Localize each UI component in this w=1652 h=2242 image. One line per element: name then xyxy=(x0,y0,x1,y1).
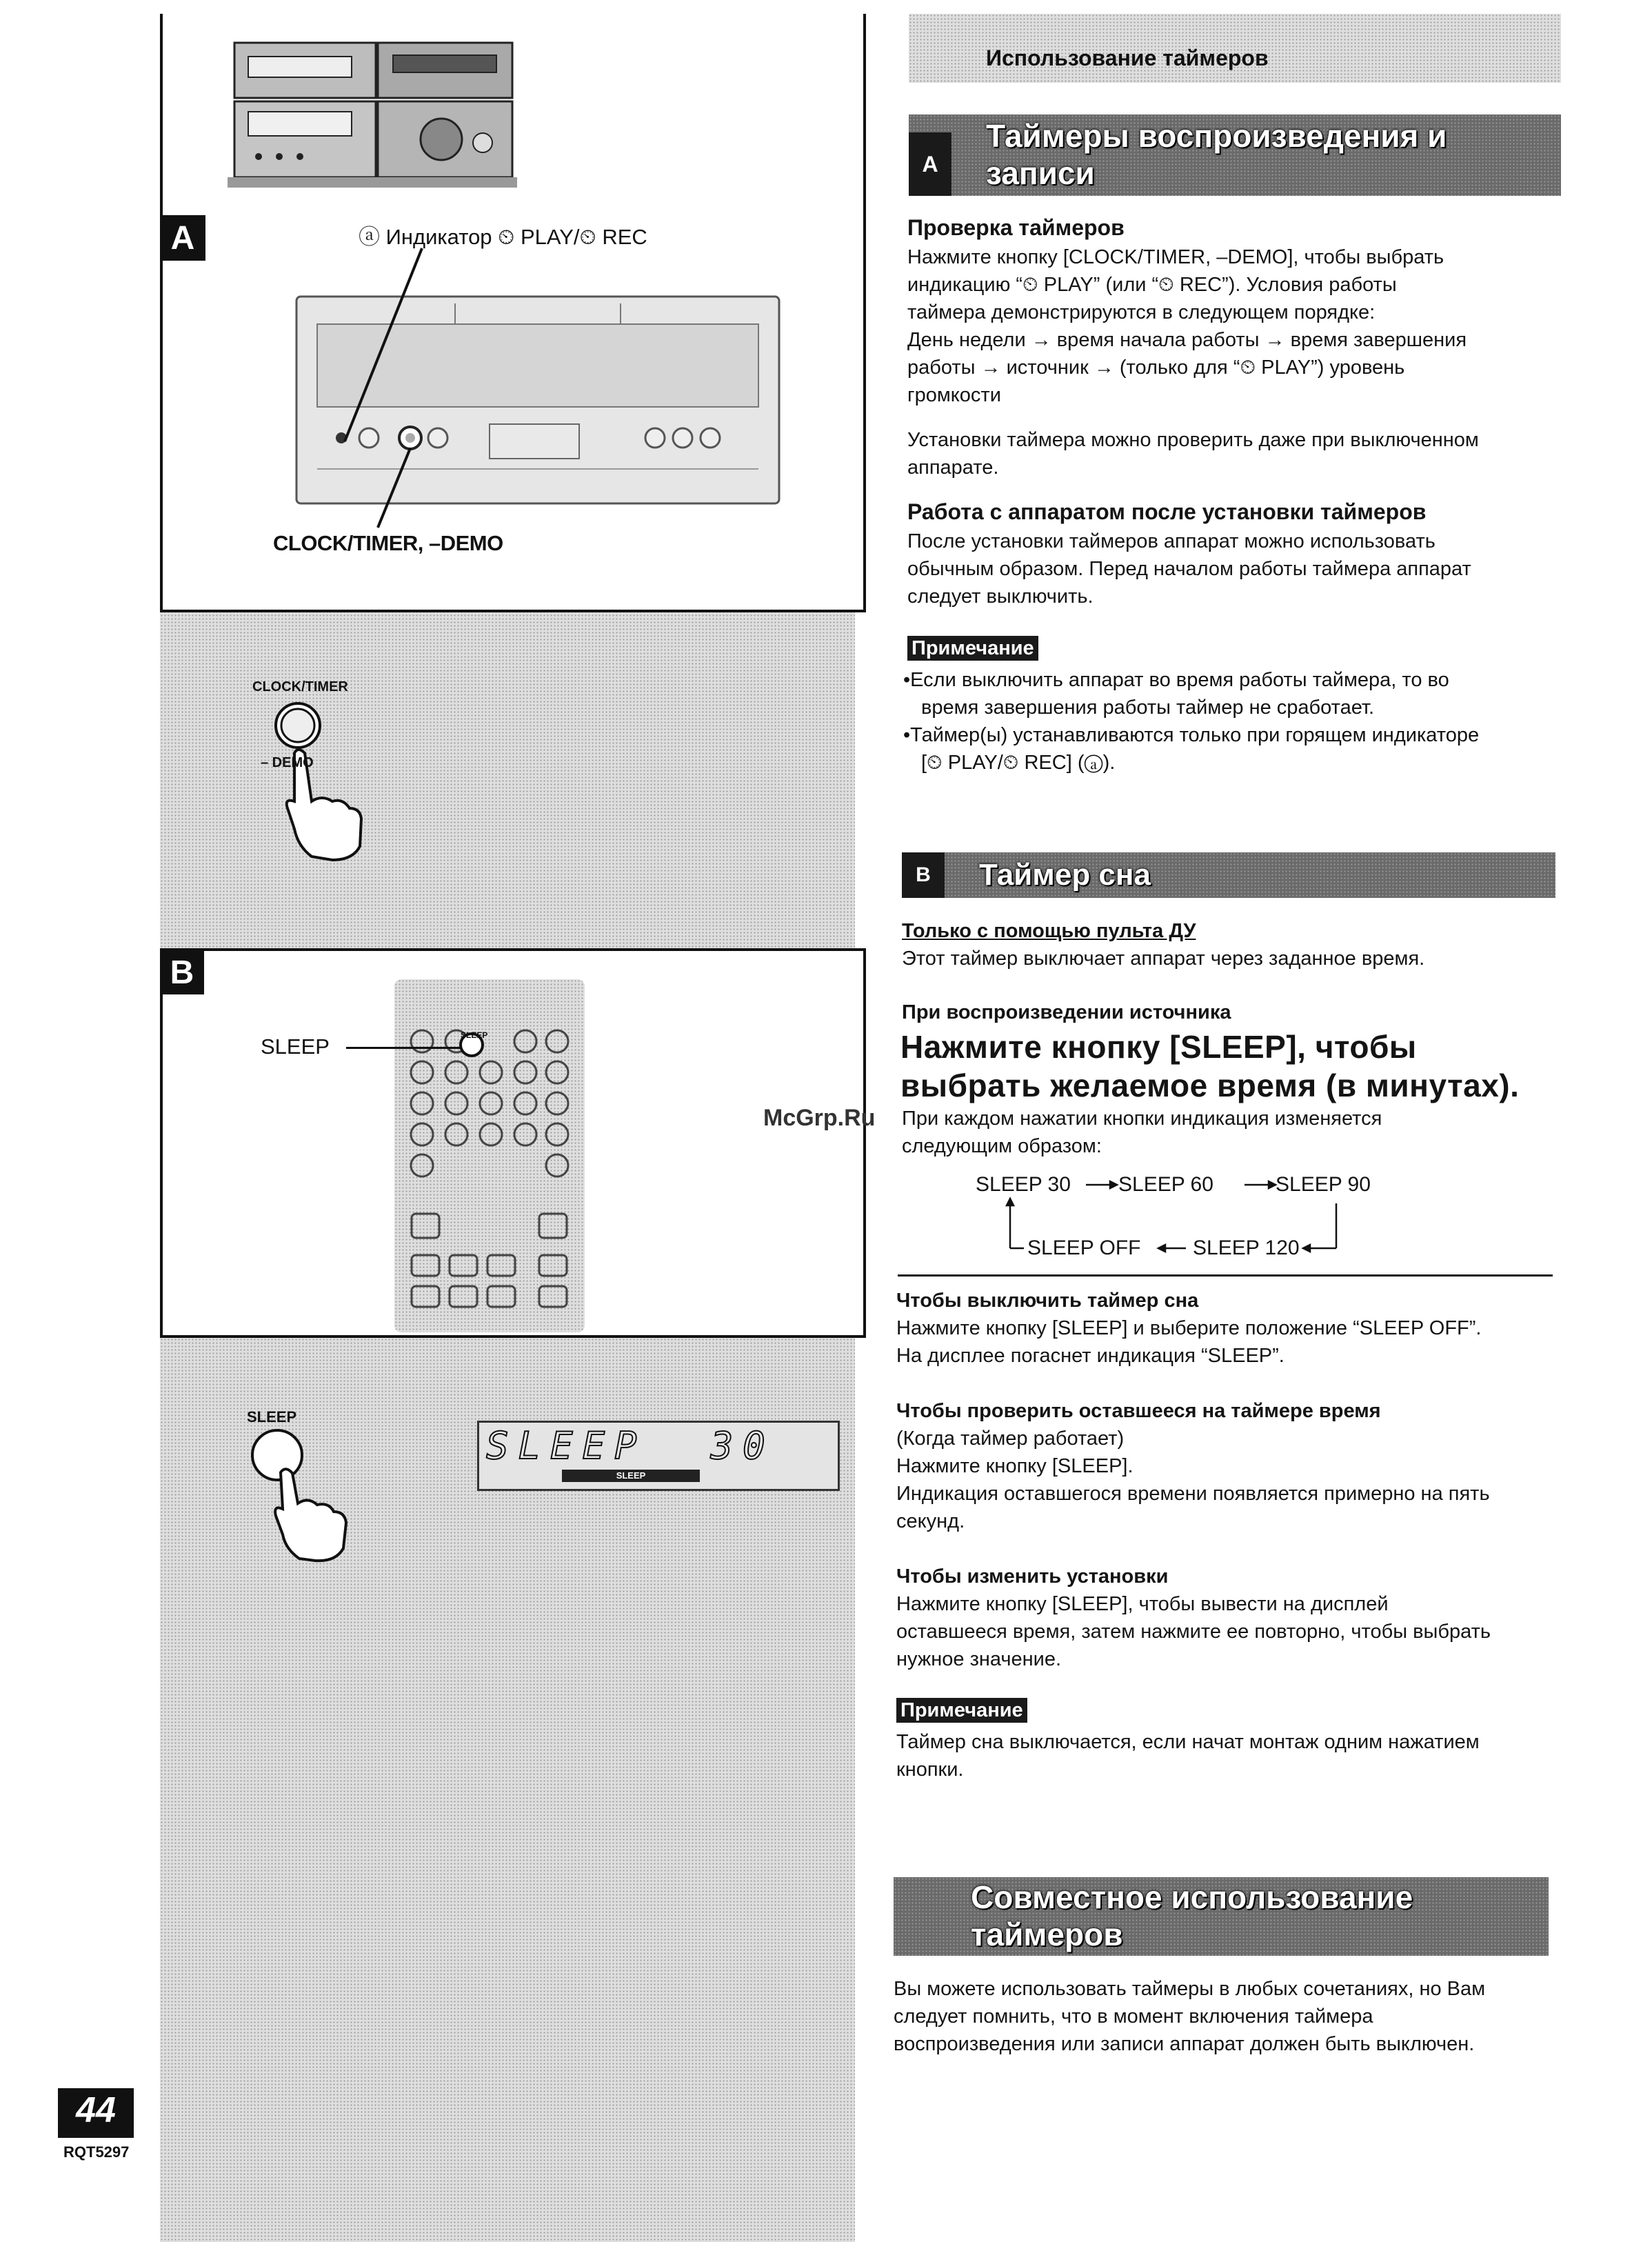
during-play-heading: При воспроизведении источника xyxy=(902,1001,1231,1023)
check-heading: Проверка таймеров xyxy=(907,215,1125,240)
figure-b-right-border xyxy=(863,948,866,1338)
seq-sleep-120: SLEEP 120 xyxy=(1193,1237,1300,1259)
remote-control xyxy=(394,979,585,1332)
instruction-line-1: Нажмите кнопку [SLEEP], чтобы xyxy=(900,1029,1417,1065)
cycle-line-2: следующим образом: xyxy=(902,1135,1102,1157)
change-heading: Чтобы изменить установки xyxy=(896,1565,1169,1588)
sleep-display-indicator: SLEEP xyxy=(562,1470,700,1482)
figure-a-bottom-border xyxy=(160,610,866,612)
section-b-note-label: Примечание xyxy=(896,1698,1027,1723)
combined-title-1: Совместное использование xyxy=(971,1879,1413,1915)
model-code: RQT5297 xyxy=(63,2143,130,2161)
note-a-bullet-1-l2: время завершения работы таймер не сработает. xyxy=(921,697,1375,719)
remote-sleep-tiny-label: SLEEP xyxy=(461,1030,488,1040)
figure-label-a: A xyxy=(160,215,205,261)
section-b-badge: B xyxy=(902,852,945,898)
sleep-button-label: SLEEP xyxy=(247,1408,297,1425)
section-b-banner xyxy=(902,852,1555,898)
sleep-button[interactable] xyxy=(243,1428,353,1565)
sequence-divider xyxy=(898,1274,1553,1277)
change-line-3: нужное значение. xyxy=(896,1648,1062,1670)
remaining-line-4: секунд. xyxy=(896,1510,965,1532)
cycle-line-1: При каждом нажатии кнопки индикация изменяется xyxy=(902,1108,1382,1130)
figure-b-bottom-border xyxy=(160,1335,866,1338)
figure-b-top-border xyxy=(160,948,866,951)
check-line-2: индикацию “⏲ PLAY” (или “⏲ REC”). Условия работы xyxy=(907,274,1397,296)
seq-sleep-60: SLEEP 60 xyxy=(1118,1173,1213,1196)
demo-small-label: – DEMO xyxy=(261,755,314,770)
note-b-line-1: Таймер сна выключается, если начат монтаж одним нажатием xyxy=(896,1731,1480,1753)
section-a-note-label: Примечание xyxy=(907,636,1038,661)
section-b-title: Таймер сна xyxy=(979,858,1151,892)
section-a-banner xyxy=(909,114,1561,196)
seq-sleep-30: SLEEP 30 xyxy=(976,1173,1071,1196)
instruction-line-2: выбрать желаемое время (в минутах). xyxy=(900,1068,1520,1103)
check-extra-1: Установки таймера можно проверить даже при выключенном xyxy=(907,429,1479,451)
figure-b-left-border xyxy=(160,948,163,1338)
page-number: 44 xyxy=(76,2090,116,2130)
remaining-line-2: Нажмите кнопку [SLEEP]. xyxy=(896,1455,1134,1477)
combined-line-2: следует помнить, что в момент включения таймера xyxy=(894,2005,1373,2028)
remote-only-heading: Только с помощью пульта ДУ xyxy=(902,920,1196,942)
figure-label-b: B xyxy=(160,950,204,994)
check-line-4: День недели → время начала работы → время завершения xyxy=(907,329,1467,351)
combined-line-1: Вы можете использовать таймеры в любых сочетаниях, но Вам xyxy=(894,1978,1486,2000)
remaining-heading: Чтобы проверить оставшееся на таймере время xyxy=(896,1400,1381,1422)
remaining-line-1: (Когда таймер работает) xyxy=(896,1428,1125,1450)
sleep-sequence-arrows xyxy=(965,1165,1351,1276)
combined-title-2: таймеров xyxy=(971,1916,1123,1952)
cancel-line-2: На дисплее погаснет индикация “SLEEP”. xyxy=(896,1345,1285,1367)
remote-sleep-label: SLEEP xyxy=(261,1034,330,1059)
note-a-bullet-1-l1: •Если выключить аппарат во время работы таймера, то во xyxy=(903,669,1449,691)
sleep-display xyxy=(477,1421,840,1491)
operation-line-1: После установки таймеров аппарат можно использовать xyxy=(907,530,1436,552)
check-line-3: таймера демонстрируются в следующем порядке: xyxy=(907,301,1376,323)
section-a-badge: A xyxy=(909,132,951,196)
check-extra-2: аппарате. xyxy=(907,457,999,479)
note-a-bullet-2-l1: •Таймер(ы) устанавливаются только при горящем индикаторе xyxy=(903,724,1480,746)
remote-sleep-leader xyxy=(346,1047,462,1049)
note-a-bullet-2-l2: [⏲ PLAY/⏲ REC] (ⓐ). xyxy=(921,752,1116,774)
remote-only-desc: Этот таймер выключает аппарат через заданное время. xyxy=(902,948,1425,970)
cancel-heading: Чтобы выключить таймер сна xyxy=(896,1290,1199,1312)
change-line-2: оставшееся время, затем нажмите ее повторно, чтобы выбрать xyxy=(896,1621,1491,1643)
clock-timer-button[interactable] xyxy=(256,698,374,863)
section-a-title-2: записи xyxy=(986,155,1095,191)
clock-timer-small-label: CLOCK/TIMER xyxy=(252,679,348,694)
check-line-5: работы → источник → (только для “⏲ PLAY”) уровень xyxy=(907,357,1405,379)
cancel-line-1: Нажмите кнопку [SLEEP] и выберите положение “SLEEP OFF”. xyxy=(896,1317,1482,1339)
check-line-6: громкости xyxy=(907,384,1001,406)
operation-heading: Работа с аппаратом после установки таймеров xyxy=(907,499,1427,524)
remaining-line-3: Индикация оставшегося времени появляется примерно на пять xyxy=(896,1483,1490,1505)
combined-line-3: воспроизведения или записи аппарат должен быть выключен. xyxy=(894,2033,1475,2055)
operation-line-2: обычным образом. Перед началом работы таймера аппарат xyxy=(907,558,1471,580)
check-line-1: Нажмите кнопку [CLOCK/TIMER, –DEMO], чтобы выбрать xyxy=(907,246,1444,268)
seq-sleep-90: SLEEP 90 xyxy=(1276,1173,1371,1196)
watermark: McGrp.Ru xyxy=(763,1105,876,1131)
note-b-line-2: кнопки. xyxy=(896,1759,964,1781)
section-a-title-1: Таймеры воспроизведения и xyxy=(986,118,1447,154)
change-line-1: Нажмите кнопку [SLEEP], чтобы вывести на дисплей xyxy=(896,1593,1389,1615)
sleep-display-text: SLEEP 30 xyxy=(486,1424,775,1468)
combined-banner xyxy=(894,1877,1549,1956)
leader-lines-a xyxy=(0,0,866,607)
clock-timer-demo-label: CLOCK/TIMER, –DEMO xyxy=(273,531,503,555)
indicator-label: ⓐ Индикатор ⏲ PLAY/⏲ REC xyxy=(359,225,647,249)
operation-line-3: следует выключить. xyxy=(907,585,1094,608)
header-title: Использование таймеров xyxy=(986,46,1269,70)
seq-sleep-off: SLEEP OFF xyxy=(1027,1237,1141,1259)
